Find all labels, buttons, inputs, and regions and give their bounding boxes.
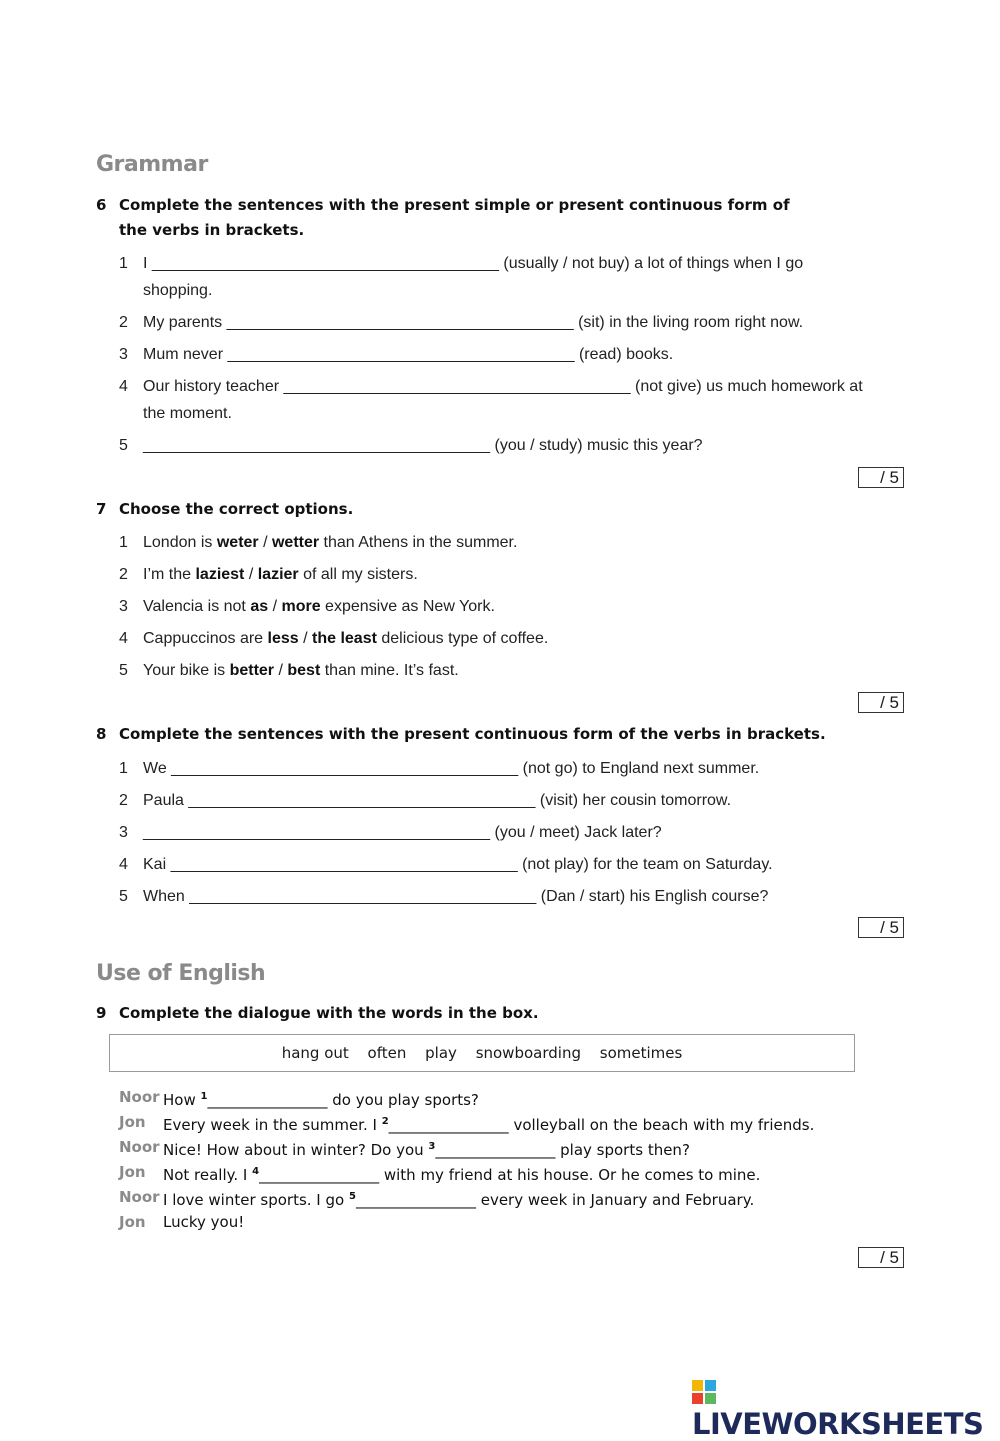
item-text: Valencia is not	[143, 598, 251, 615]
dialogue-text: How	[163, 1091, 201, 1109]
item-number: 5	[119, 662, 128, 679]
gap-number: 5	[348, 1191, 356, 1202]
item-number: 2	[119, 314, 128, 331]
item-text: than mine. It’s fast.	[320, 662, 459, 679]
dialogue-text: Nice! How about in winter? Do you	[163, 1141, 429, 1159]
section-heading-use-of-english: Use of English	[96, 961, 266, 986]
answer-blank[interactable]: _______________________________________	[170, 856, 518, 873]
exercise-instruction: Complete the sentences with the present simple or present continuous form of the verbs in brackets.	[119, 196, 790, 239]
item-text: Paula	[143, 792, 189, 809]
speaker-name: Noor	[119, 1088, 160, 1106]
score-box-7: / 5	[858, 692, 904, 713]
item-number: 4	[119, 856, 128, 873]
item-text: of all my sisters.	[298, 566, 418, 583]
answer-blank[interactable]: _______________________________________	[226, 314, 574, 331]
answer-blank[interactable]: ________________	[435, 1141, 556, 1159]
speaker-name: Noor	[119, 1138, 160, 1156]
exercise-8-item-5	[0, 883, 1000, 910]
item-text: expensive as New York.	[320, 598, 495, 615]
exercise-8-title	[0, 722, 1000, 747]
liveworksheets-logo	[692, 1376, 1000, 1441]
dialogue-line-2	[0, 1111, 1000, 1133]
item-text: than Athens in the summer.	[319, 534, 518, 551]
item-text: London is	[143, 534, 217, 551]
item-number: 2	[119, 792, 128, 809]
exercise-instruction: Complete the sentences with the present continuous form of the verbs in brackets.	[119, 725, 826, 743]
logo-blocks-icon	[692, 1380, 716, 1404]
item-number: 1	[119, 760, 128, 777]
item-text: Kai	[143, 856, 171, 873]
option-separator: /	[258, 534, 272, 551]
item-number: 3	[119, 824, 128, 841]
option-separator: /	[244, 566, 258, 583]
answer-blank[interactable]: ________________	[207, 1091, 328, 1109]
item-text: (usually / not buy) a lot of things when I go shopping.	[143, 255, 804, 299]
item-text: (you / study) music this year?	[490, 437, 703, 454]
gap-number: 3	[428, 1141, 436, 1152]
dialogue-text: Lucky you!	[163, 1213, 245, 1231]
item-number: 1	[119, 255, 128, 272]
item-text: (read) books.	[574, 346, 674, 363]
dialogue-text: volleyball on the beach with my friends.	[508, 1116, 815, 1134]
exercise-6-item-3	[0, 341, 1000, 368]
option-b[interactable]: the least	[312, 630, 377, 647]
option-a[interactable]: weter	[216, 534, 259, 551]
gap-number: 1	[200, 1091, 208, 1102]
exercise-8-item-4	[0, 851, 1000, 878]
section-heading-grammar: Grammar	[96, 152, 208, 177]
item-text: My parents	[143, 314, 227, 331]
word-box-item: hang out	[281, 1044, 349, 1062]
item-text: We	[143, 760, 172, 777]
option-separator: /	[268, 598, 282, 615]
speaker-name: Jon	[119, 1163, 146, 1181]
dialogue-line-3	[0, 1136, 1000, 1158]
exercise-6-item-5	[0, 432, 1000, 459]
speaker-name: Jon	[119, 1113, 146, 1131]
word-box-item: sometimes	[599, 1044, 683, 1062]
exercise-7-item-2	[0, 561, 1000, 588]
item-text: (Dan / start) his English course?	[536, 888, 769, 905]
score-box-8: / 5	[858, 917, 904, 938]
exercise-8-item-3	[0, 819, 1000, 846]
item-number: 1	[119, 534, 128, 551]
dialogue-text: with my friend at his house. Or he comes to mine.	[379, 1166, 761, 1184]
speaker-name: Jon	[119, 1213, 146, 1231]
word-box-item: often	[367, 1044, 407, 1062]
dialogue-line-5	[0, 1186, 1000, 1208]
item-number: 5	[119, 888, 128, 905]
item-text: (not play) for the team on Saturday.	[517, 856, 773, 873]
dialogue-text: Every week in the summer. I	[163, 1116, 382, 1134]
dialogue-text: I love winter sports. I go	[163, 1191, 349, 1209]
answer-blank[interactable]: _______________________________________	[143, 437, 491, 454]
item-text: I’m the	[143, 566, 196, 583]
exercise-instruction: Choose the correct options.	[119, 500, 354, 518]
answer-blank[interactable]: _______________________________________	[171, 760, 519, 777]
logo-text: LIVEWORKSHEETS	[692, 1407, 984, 1441]
exercise-7-item-3	[0, 593, 1000, 620]
answer-blank[interactable]: _______________________________________	[189, 888, 537, 905]
exercise-8-item-2	[0, 787, 1000, 814]
item-number: 2	[119, 566, 128, 583]
exercise-instruction: Complete the dialogue with the words in the box.	[119, 1004, 539, 1022]
exercise-6-title	[0, 193, 1000, 243]
option-b[interactable]: wetter	[271, 534, 320, 551]
option-a[interactable]: better	[229, 662, 275, 679]
word-box-item: snowboarding	[475, 1044, 581, 1062]
item-text: (visit) her cousin tomorrow.	[535, 792, 732, 809]
dialogue-line-6	[0, 1211, 1000, 1233]
exercise-number: 8	[96, 725, 107, 743]
score-box-6: / 5	[858, 467, 904, 488]
item-text: delicious type of coffee.	[376, 630, 549, 647]
exercise-8-item-1	[0, 755, 1000, 782]
dialogue-text: play sports then?	[555, 1141, 690, 1159]
exercise-6-item-1	[0, 250, 1000, 304]
item-number: 3	[119, 598, 128, 615]
option-b[interactable]: best	[287, 662, 321, 679]
score-box-9: / 5	[858, 1247, 904, 1268]
dialogue-line-1	[0, 1086, 1000, 1108]
answer-blank[interactable]: _______________________________________	[227, 346, 575, 363]
option-b[interactable]: more	[281, 598, 321, 615]
option-a[interactable]: less	[267, 630, 299, 647]
word-box-item: play	[425, 1044, 457, 1062]
dialogue-text: every week in January and February.	[475, 1191, 755, 1209]
exercise-7-title	[0, 497, 1000, 522]
word-box	[109, 1034, 855, 1072]
gap-number: 4	[252, 1166, 260, 1177]
exercise-number: 6	[96, 196, 107, 214]
item-text: When	[143, 888, 190, 905]
option-a[interactable]: as	[250, 598, 269, 615]
item-text: Mum never	[143, 346, 228, 363]
dialogue-line-4	[0, 1161, 1000, 1183]
answer-blank[interactable]: _______________________________________	[151, 255, 499, 272]
answer-blank[interactable]: _______________________________________	[283, 378, 631, 395]
option-a[interactable]: laziest	[195, 566, 245, 583]
item-text: (not give) us much homework at the moment.	[143, 378, 863, 422]
item-text: Cappuccinos are	[143, 630, 268, 647]
exercise-number: 7	[96, 500, 107, 518]
exercise-7-item-4	[0, 625, 1000, 652]
gap-number: 2	[381, 1116, 389, 1127]
option-b[interactable]: lazier	[257, 566, 299, 583]
answer-blank[interactable]: ________________	[355, 1191, 476, 1209]
exercise-7-item-1	[0, 529, 1000, 556]
item-text: I	[143, 255, 152, 272]
speaker-name: Noor	[119, 1188, 160, 1206]
exercise-7-item-5	[0, 657, 1000, 684]
item-text: (sit) in the living room right now.	[573, 314, 804, 331]
dialogue-text: do you play sports?	[327, 1091, 479, 1109]
option-separator: /	[274, 662, 288, 679]
item-text: (you / meet) Jack later?	[490, 824, 662, 841]
item-text: Your bike is	[143, 662, 230, 679]
item-number: 5	[119, 437, 128, 454]
answer-blank[interactable]: _______________________________________	[143, 824, 491, 841]
exercise-number: 9	[96, 1004, 107, 1022]
dialogue-text: Not really. I	[163, 1166, 253, 1184]
answer-blank[interactable]: _______________________________________	[188, 792, 536, 809]
item-text: Our history teacher	[143, 378, 284, 395]
item-number: 4	[119, 630, 128, 647]
item-number: 4	[119, 378, 128, 395]
answer-blank[interactable]: ________________	[388, 1116, 509, 1134]
option-separator: /	[298, 630, 312, 647]
item-number: 3	[119, 346, 128, 363]
answer-blank[interactable]: ________________	[259, 1166, 380, 1184]
item-text: (not go) to England next summer.	[518, 760, 760, 777]
exercise-6-item-4	[0, 373, 1000, 427]
exercise-9-title	[0, 1001, 1000, 1026]
exercise-6-item-2	[0, 309, 1000, 336]
